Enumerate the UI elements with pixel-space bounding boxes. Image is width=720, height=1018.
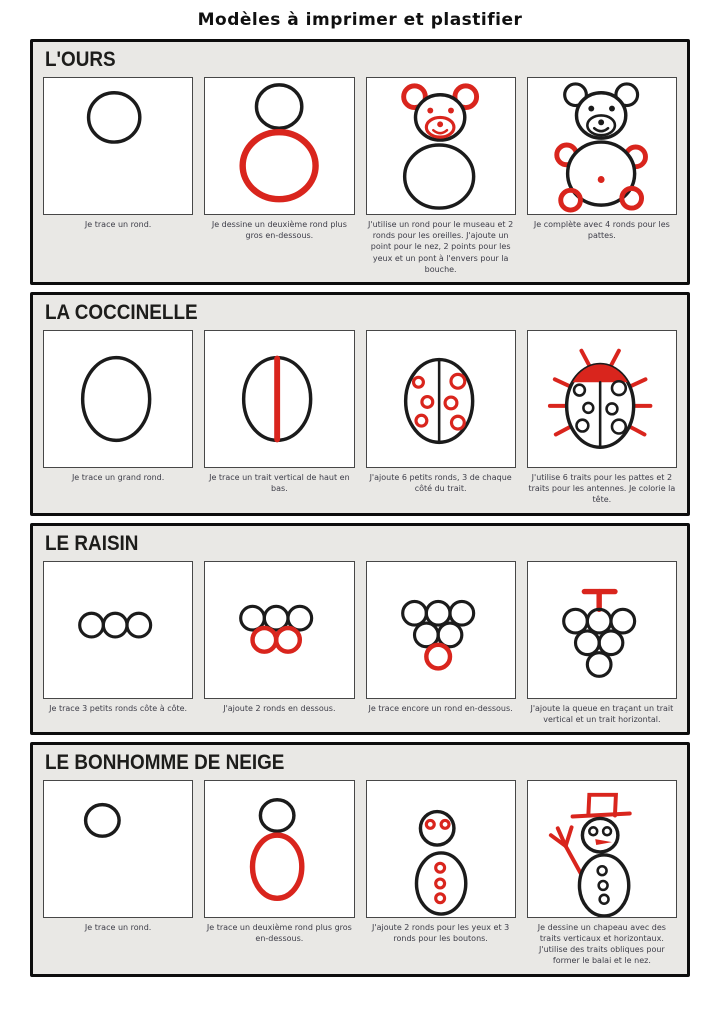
step-caption: Je trace un rond.	[84, 922, 152, 932]
step-card	[43, 77, 193, 275]
step-caption: Je trace encore un rond en-dessous.	[368, 703, 513, 713]
step-caption: Je complète avec 4 ronds pour les pattes.	[533, 220, 670, 241]
step-caption: J'ajoute 2 ronds pour les yeux et 3 ronds pour les boutons.	[372, 922, 510, 944]
step-card	[204, 561, 354, 725]
step-card	[527, 561, 677, 725]
grape-drawing-step-4	[528, 562, 676, 698]
grape-steps-row	[43, 561, 677, 725]
grape-step-2-card	[204, 561, 354, 699]
step-card	[43, 330, 193, 506]
bear-step-2-card	[204, 77, 354, 215]
snowman-steps-row	[43, 780, 677, 967]
grape-drawing-step-3	[367, 562, 515, 698]
ladybug-drawing-step-3	[367, 331, 515, 467]
snowman-drawing-step-1	[44, 781, 192, 917]
section-ladybug-title: LA COCCINELLE	[45, 300, 198, 324]
bear-steps-row	[43, 77, 677, 275]
step-card	[366, 77, 516, 275]
grape-step-1-card	[43, 561, 193, 699]
step-caption: Je trace un trait vertical de haut en bas.	[209, 472, 350, 494]
bear-step-3-card	[366, 77, 516, 215]
ladybug-drawing-step-4	[528, 331, 676, 467]
section-bear	[30, 39, 690, 285]
step-caption: Je dessine un deuxième rond plus gros en-dessous.	[211, 220, 347, 241]
step-caption: J'ajoute 2 ronds en dessous.	[223, 703, 336, 713]
grape-drawing-step-2	[205, 562, 353, 698]
step-caption: Je trace un grand rond.	[71, 472, 165, 482]
grape-step-4-card	[527, 561, 677, 699]
step-card	[366, 330, 516, 506]
step-card	[204, 77, 354, 275]
step-caption: Je trace 3 petits ronds côte à côte.	[49, 703, 188, 713]
section-bear-title: L'OURS	[45, 48, 116, 71]
step-card	[527, 780, 677, 967]
snowman-step-3-card	[366, 780, 516, 918]
step-card	[527, 77, 677, 275]
step-caption: Je trace un deuxième rond plus gros en-dessous.	[206, 922, 352, 944]
page-title: Modèles à imprimer et plastifier	[197, 10, 523, 30]
step-card	[43, 561, 193, 725]
bear-drawing-step-2	[205, 78, 353, 214]
step-caption: J'utilise 6 traits pour les pattes et 2 traits pour les antennes. Je colorie la tête.	[528, 472, 676, 505]
step-caption: Je dessine un chapeau avec des traits verticaux et horizontaux. J'utilise des traits obliques pour former le balai et le nez.	[537, 922, 666, 966]
snowman-step-2-card	[204, 780, 354, 918]
ladybug-step-1-card	[43, 330, 193, 468]
section-ladybug	[30, 292, 690, 516]
section-grape-title: LE RAISIN	[45, 531, 139, 555]
step-caption: Je trace un rond.	[84, 220, 152, 229]
ladybug-drawing-step-2	[205, 331, 353, 467]
bear-drawing-step-4	[528, 78, 676, 214]
step-card	[204, 330, 354, 506]
section-snowman	[30, 742, 690, 977]
ladybug-drawing-step-1	[44, 331, 192, 467]
step-caption: J'utilise un rond pour le museau et 2 ronds pour les oreilles. J'ajoute un point pour le nez, 2 points pour les yeux et un pont à l'envers pour la bouche.	[368, 220, 514, 274]
bear-step-4-card	[527, 77, 677, 215]
bear-step-1-card	[43, 77, 193, 215]
section-snowman-title: LE BONHOMME DE NEIGE	[45, 750, 285, 774]
ladybug-step-3-card	[366, 330, 516, 468]
step-card	[527, 330, 677, 506]
step-card	[43, 780, 193, 967]
ladybug-step-2-card	[204, 330, 354, 468]
snowman-drawing-step-2	[205, 781, 353, 917]
ladybug-step-4-card	[527, 330, 677, 468]
ladybug-steps-row	[43, 330, 677, 506]
grape-step-3-card	[366, 561, 516, 699]
bear-drawing-step-3	[367, 78, 515, 214]
snowman-step-4-card	[527, 780, 677, 918]
step-card	[366, 561, 516, 725]
grape-drawing-step-1	[44, 562, 192, 698]
step-caption: J'ajoute la queue en traçant un trait vertical et un trait horizontal.	[530, 703, 674, 724]
step-card	[204, 780, 354, 967]
snowman-drawing-step-4	[528, 781, 676, 917]
bear-drawing-step-1	[44, 78, 192, 214]
section-grape	[30, 523, 690, 735]
step-caption: J'ajoute 6 petits ronds, 3 de chaque côté du trait.	[369, 472, 512, 494]
snowman-step-1-card	[43, 780, 193, 918]
snowman-drawing-step-3	[367, 781, 515, 917]
step-card	[366, 780, 516, 967]
